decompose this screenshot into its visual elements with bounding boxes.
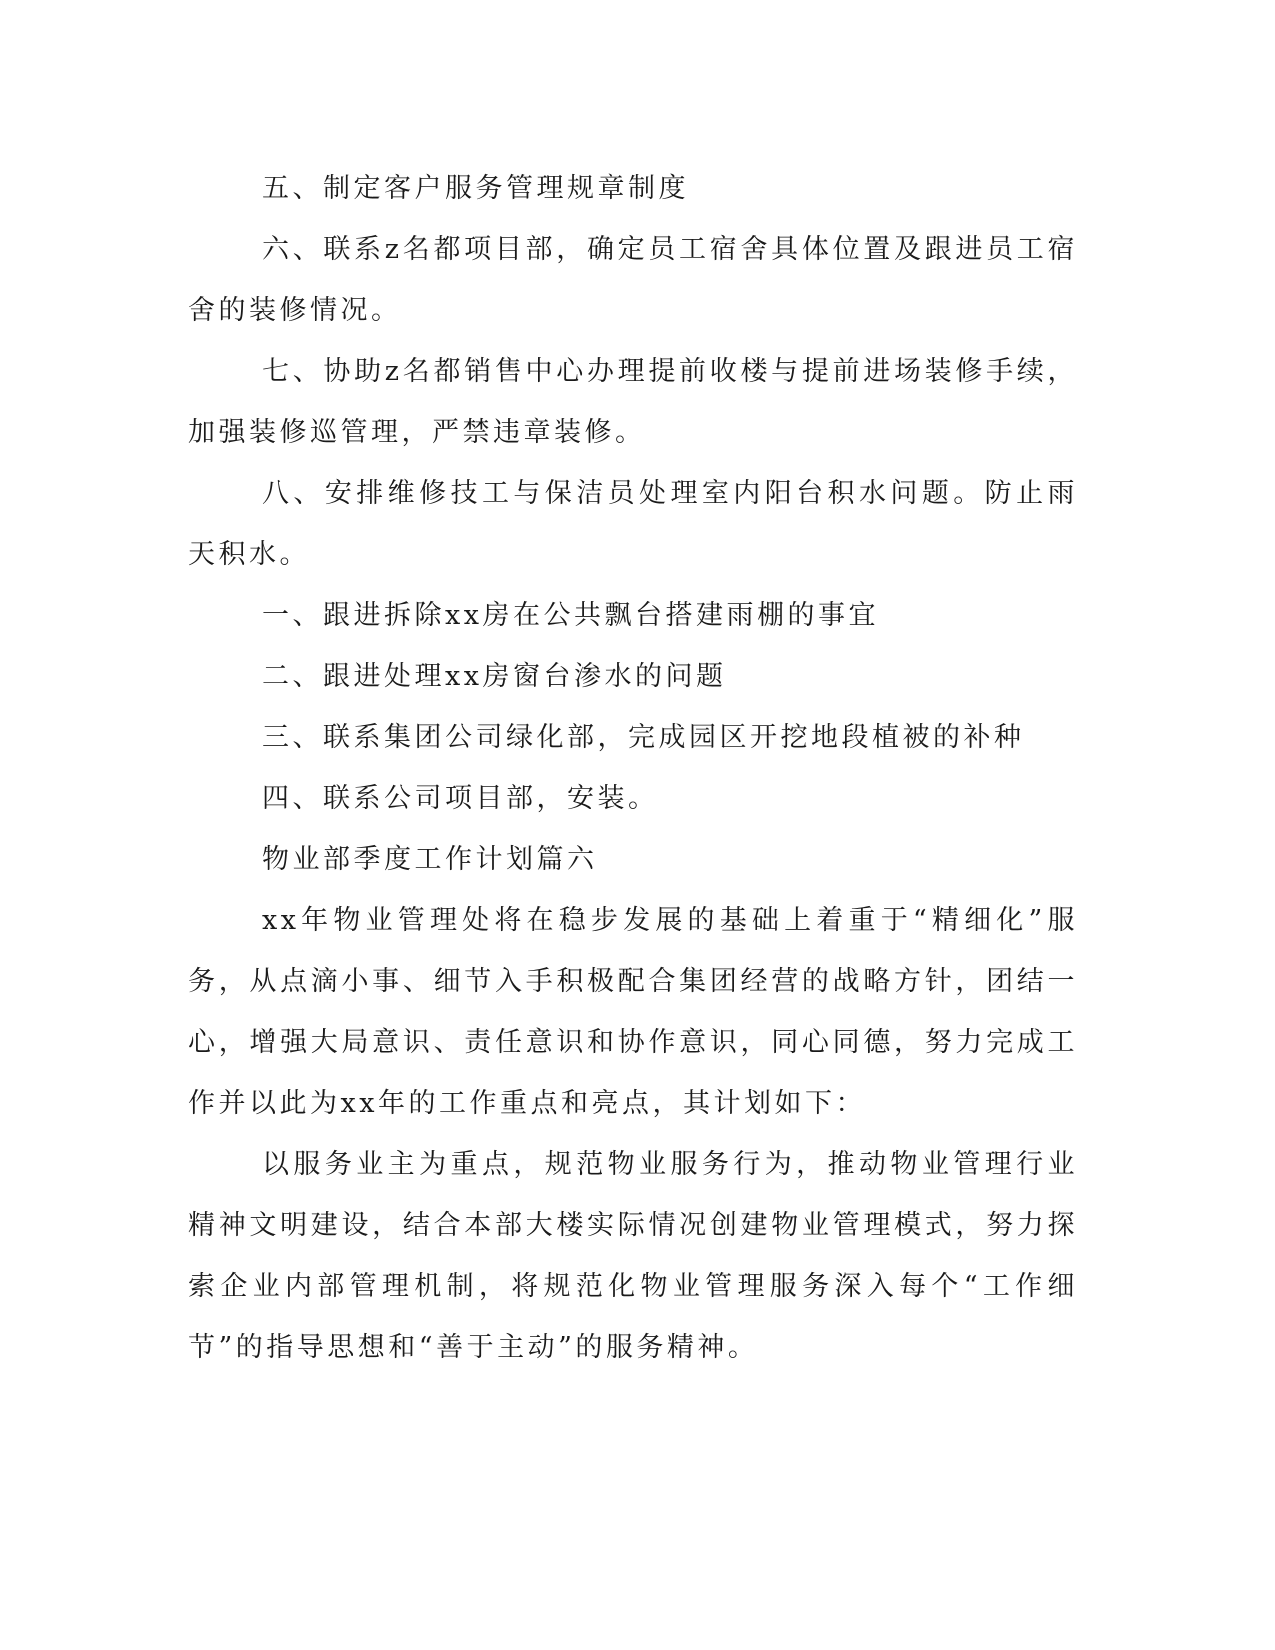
paragraph-window-item-2: 二、跟进处理xx房窗台渗水的问题 — [262, 661, 727, 692]
paragraph-plan-intro: xx年物业管理处将在稳步发展的基础上着重于“精细化”服务，从点滴小事、细节入手积极配合集团经营的战略方针，团结一心，增强大局意识、责任意识和协作意识，同心同德，努力完成工作并以此为xx年的工作重点和亮点，其计划如下： — [188, 905, 1078, 1119]
paragraph-rules-item-5: 五、制定客户服务管理规章制度 — [262, 173, 689, 204]
paragraph-water-item-8: 八、安排维修技工与保洁员处理室内阳台积水问题。防止雨天积水。 — [188, 478, 1078, 570]
paragraph-renovation-item-7: 七、协助z名都销售中心办理提前收楼与提前进场装修手续，加强装修巡管理，严禁违章装修。 — [188, 356, 1078, 448]
document-body — [188, 158, 1078, 1378]
paragraph-install-item-4: 四、联系公司项目部，安装。 — [262, 783, 659, 814]
paragraph-canopy-item-1: 一、跟进拆除xx房在公共飘台搭建雨棚的事宜 — [262, 600, 879, 631]
paragraph-guiding-principle: 以服务业主为重点，规范物业服务行为，推动物业管理行业精神文明建设，结合本部大楼实际情况创建物业管理模式，努力探索企业内部管理机制，将规范化物业管理服务深入每个“工作细节”的指导思想和“善于主动”的服务精神。 — [188, 1149, 1078, 1363]
section-heading: 物业部季度工作计划篇六 — [262, 844, 598, 875]
paragraph-dormitory-item-6: 六、联系z名都项目部，确定员工宿舍具体位置及跟进员工宿舍的装修情况。 — [188, 234, 1078, 326]
paragraph-greening-item-3: 三、联系集团公司绿化部，完成园区开挖地段植被的补种 — [262, 722, 1025, 753]
